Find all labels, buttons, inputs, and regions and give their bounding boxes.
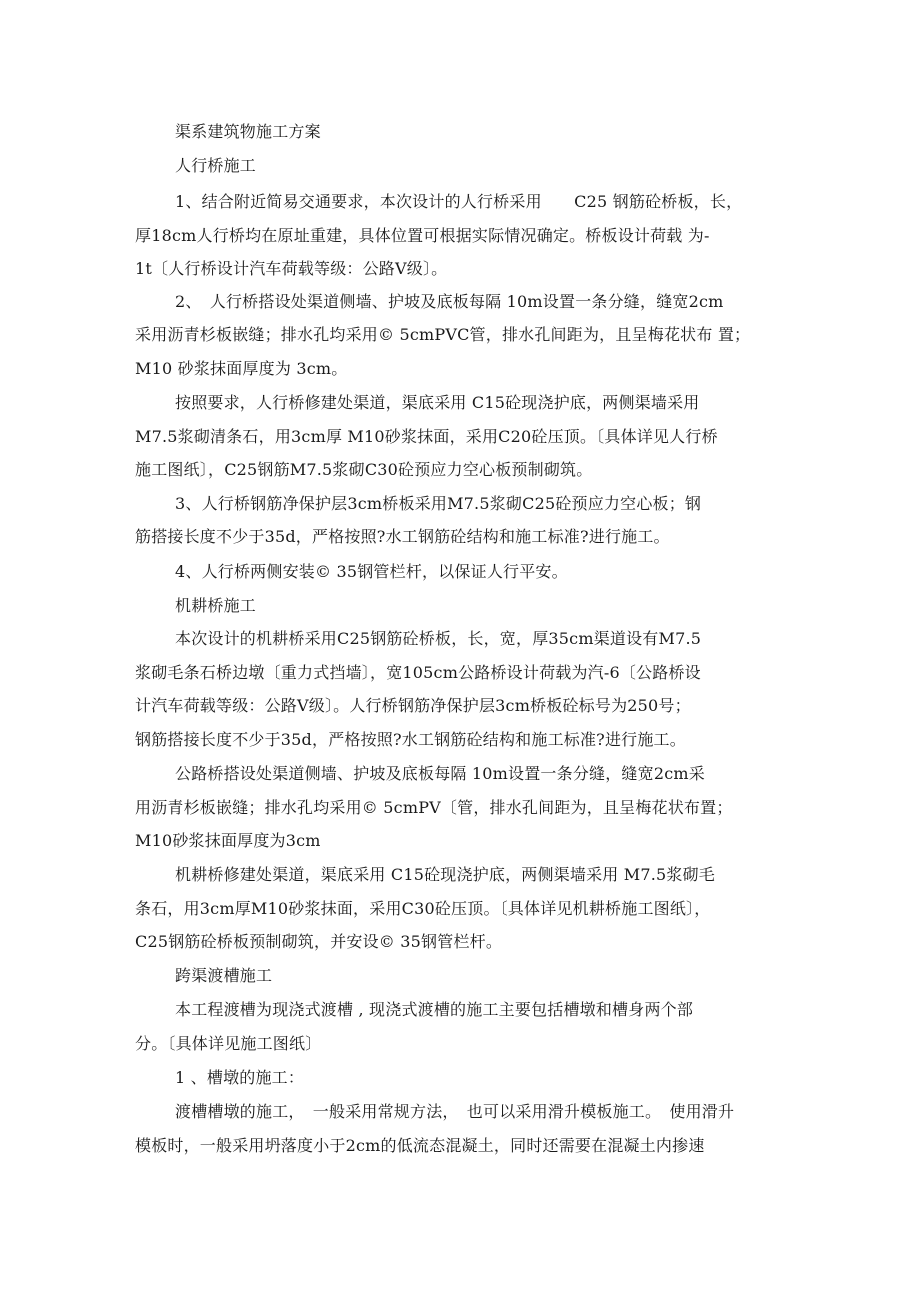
paragraph-line: C25钢筋砼桥板预制砌筑，并安设© 35钢管栏杆。 bbox=[135, 932, 503, 951]
section-heading-aqueduct: 跨渠渡槽施工 bbox=[175, 966, 273, 985]
paragraph-line: 3、人行桥钢筋净保护层3cm桥板采用M7.5浆砌C25砼预应力空心板；钢 bbox=[175, 494, 702, 513]
paragraph-line: 按照要求，人行桥修建处渠道，渠底采用 C15砼现浇护底，两侧渠墙采用 bbox=[175, 393, 700, 412]
paragraph-line: 厚18cm人行桥均在原址重建，具体位置可根据实际情况确定。桥板设计荷载 为- bbox=[135, 226, 710, 245]
section-heading-tractor-bridge: 机耕桥施工 bbox=[175, 596, 257, 615]
paragraph-line: 2、 人行桥搭设处渠道侧墙、护坡及底板每隔 10m设置一条分缝，缝宽2cm bbox=[175, 292, 724, 311]
paragraph-line: 施工图纸〕，C25钢筋M7.5浆砌C30砼预应力空心板预制砌筑。 bbox=[135, 460, 593, 479]
paragraph-line: 分。〔具体详见施工图纸〕 bbox=[135, 1034, 322, 1053]
paragraph-line: 4、人行桥两侧安装© 35钢管栏杆，以保证人行平安。 bbox=[175, 562, 568, 581]
section-heading-pedestrian-bridge: 人行桥施工 bbox=[175, 156, 257, 175]
paragraph-line: 计汽车荷载等级：公路V级〕。人行桥钢筋净保护层3cm桥板砼标号为250号； bbox=[135, 696, 691, 715]
paragraph-line: 浆砌毛条石桥边墩〔重力式挡墙〕，宽105cm公路桥设计荷载为汽-6〔公路桥设 bbox=[135, 663, 701, 682]
paragraph-line: M10砂浆抹面厚度为3cm bbox=[135, 831, 321, 850]
paragraph-line: 公路桥搭设处渠道侧墙、护坡及底板每隔 10m设置一条分缝，缝宽2cm采 bbox=[175, 764, 705, 783]
paragraph-line: 条石，用3cm厚M10砂浆抹面，采用C30砼压顶。〔具体详见机耕桥施工图纸〕， bbox=[135, 899, 711, 918]
paragraph-line: 用沥青杉板嵌缝；排水孔均采用© 5cmPV〔管，排水孔间距为，且呈梅花状布置； bbox=[135, 798, 733, 817]
paragraph-line: 机耕桥修建处渠道，渠底采用 C15砼现浇护底，两侧渠墙采用 M7.5浆砌毛 bbox=[175, 865, 716, 884]
paragraph-line: 渡槽槽墩的施工， 一般采用常规方法， 也可以采用滑升模板施工。 使用滑升 bbox=[175, 1102, 735, 1121]
paragraph-line: 采用沥青杉板嵌缝；排水孔均采用© 5cmPVC管，排水孔间距为，且呈梅花状布 置； bbox=[135, 325, 751, 344]
paragraph-line: 1、结合附近简易交通要求，本次设计的人行桥采用 C25 钢筋砼桥板，长， bbox=[175, 192, 743, 211]
document-title: 渠系建筑物施工方案 bbox=[175, 122, 321, 141]
paragraph-line: 模板时，一般采用坍落度小于2cm的低流态混凝土，同时还需要在混凝土内掺速 bbox=[135, 1136, 705, 1155]
subsection-heading-pier-construction: 1 、槽墩的施工： bbox=[175, 1068, 305, 1087]
paragraph-line: 1t〔人行桥设计汽车荷载等级：公路V级〕。 bbox=[135, 259, 448, 278]
paragraph-line: 筋搭接长度不少于35d，严格按照?水工钢筋砼结构和施工标准?进行施工。 bbox=[135, 527, 670, 546]
paragraph-line: M10 砂浆抹面厚度为 3cm。 bbox=[135, 359, 348, 378]
paragraph-line: 钢筋搭接长度不少于35d，严格按照?水工钢筋砼结构和施工标准?进行施工。 bbox=[135, 730, 686, 749]
paragraph-line: M7.5浆砌清条石，用3cm厚 M10砂浆抹面，采用C20砼压顶。〔具体详见人行桥 bbox=[135, 427, 718, 446]
paragraph-line: 本次设计的机耕桥采用C25钢筋砼桥板，长，宽，厚35cm渠道设有M7.5 bbox=[175, 629, 702, 648]
paragraph-line: 本工程渡槽为现浇式渡槽 , 现浇式渡槽的施工主要包括槽墩和槽身两个部 bbox=[175, 1000, 694, 1019]
